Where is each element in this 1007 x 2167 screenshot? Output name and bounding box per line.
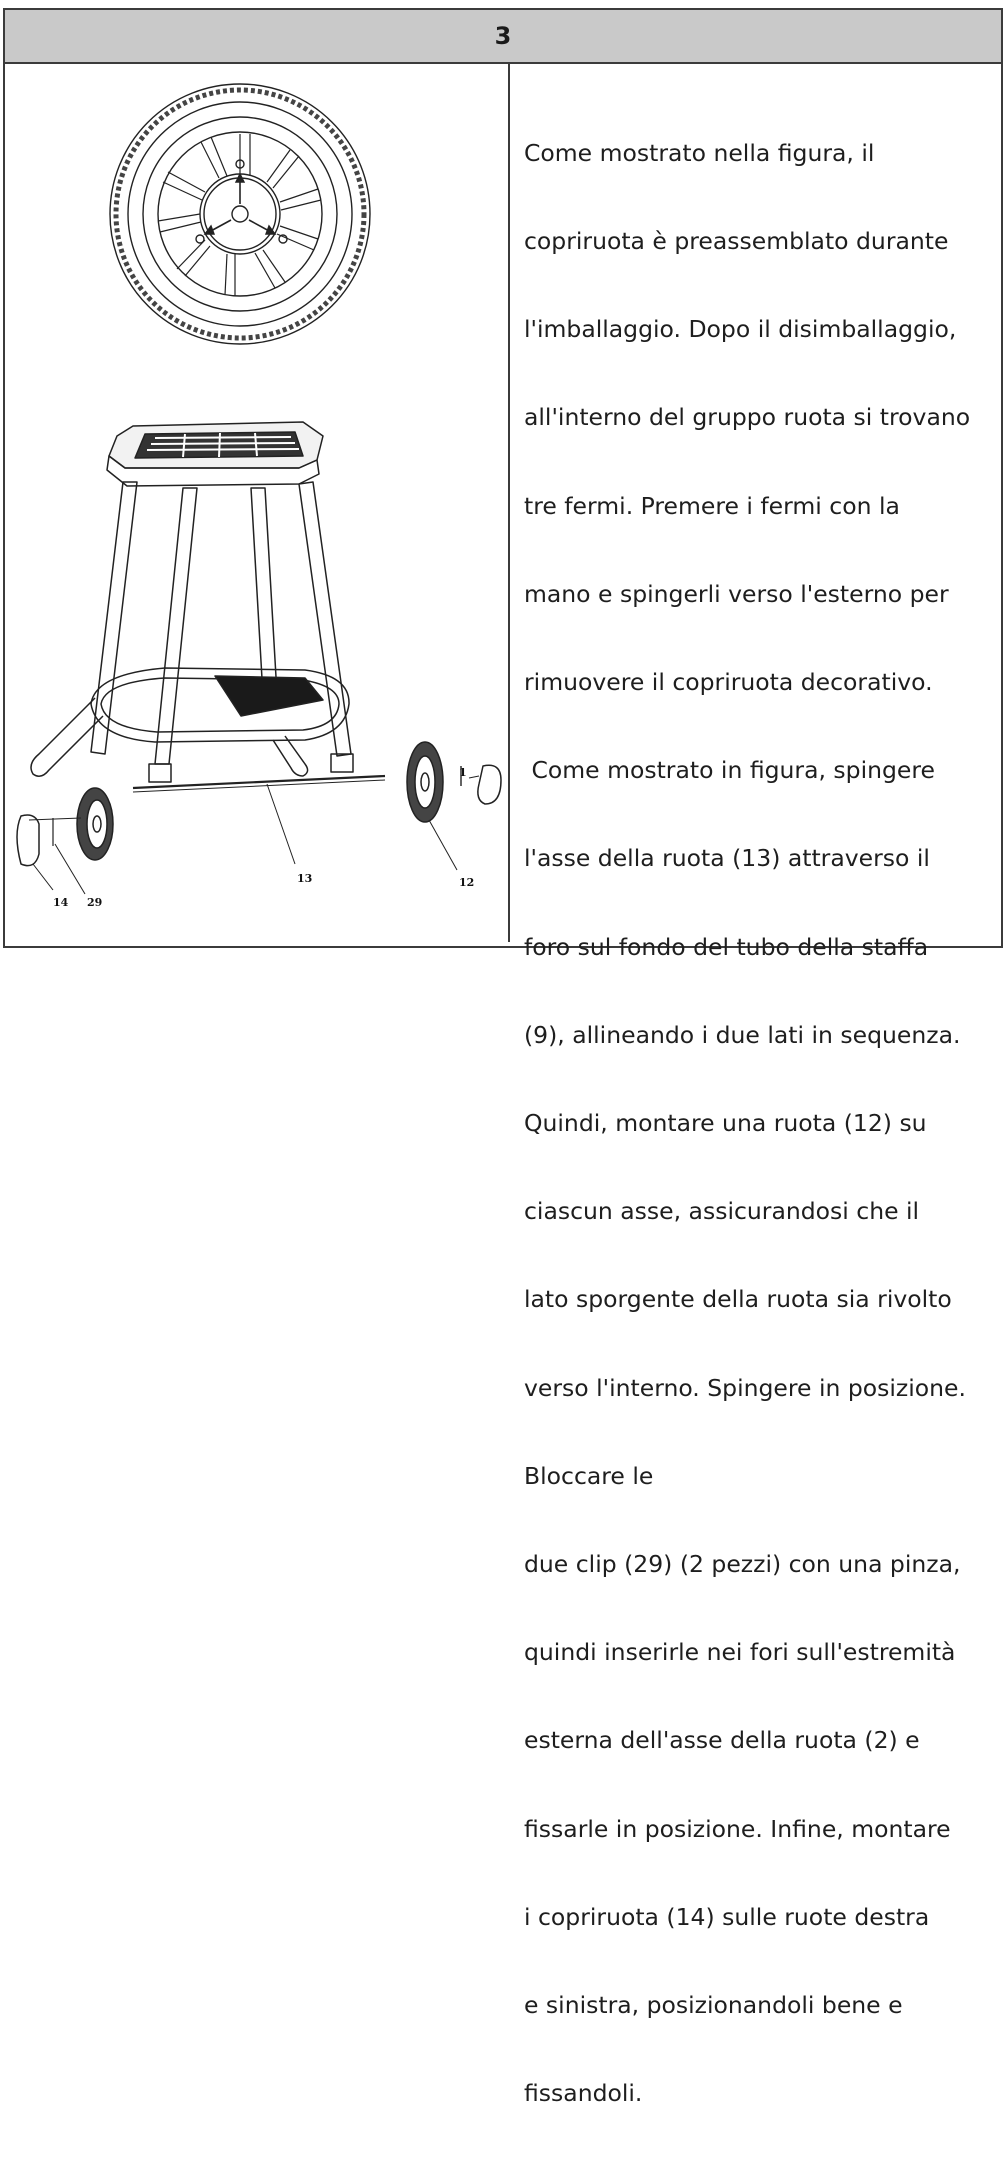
part-label-29: 29 bbox=[87, 896, 103, 909]
instruction-line: all'interno del gruppo ruota si trovano bbox=[524, 403, 971, 432]
column-divider bbox=[508, 62, 510, 942]
wheel-cover-illustration bbox=[110, 84, 370, 344]
step-header bbox=[5, 10, 1001, 64]
instruction-line: Quindi, montare una ruota (12) su bbox=[524, 1109, 927, 1138]
part-label-12: 12 bbox=[459, 876, 475, 889]
instruction-line: Come mostrato in figura, spingere bbox=[524, 756, 935, 785]
instruction-line: Come mostrato nella figura, il bbox=[524, 138, 875, 167]
instructions-text bbox=[524, 80, 999, 2167]
step-number: 3 bbox=[494, 22, 512, 50]
instruction-line: due clip (29) (2 pezzi) con una pinza, bbox=[524, 1550, 961, 1579]
instruction-line: l'asse della ruota (13) attraverso il bbox=[524, 844, 930, 873]
instruction-line: rimuovere il copriruota decorativo. bbox=[524, 668, 933, 697]
instruction-line: fissarle in posizione. Infine, montare bbox=[524, 1814, 951, 1843]
instruction-line: i copriruota (14) sulle ruote destra bbox=[524, 1902, 930, 1931]
instruction-line: fissandoli. bbox=[524, 2079, 643, 2108]
instruction-line: tre fermi. Premere i fermi con la bbox=[524, 491, 900, 520]
instruction-line: Bloccare le bbox=[524, 1461, 654, 1490]
assembly-figure bbox=[5, 64, 507, 930]
instruction-line: verso l'interno. Spingere in posizione. bbox=[524, 1373, 966, 1402]
part-label-13: 13 bbox=[297, 872, 313, 885]
instruction-line: ciascun asse, assicurandosi che il bbox=[524, 1197, 920, 1226]
instruction-line: lato sporgente della ruota sia rivolto bbox=[524, 1285, 952, 1314]
instruction-line: quindi inserirle nei fori sull'estremità bbox=[524, 1638, 956, 1667]
instruction-line: foro sul fondo del tubo della staffa bbox=[524, 932, 929, 961]
part-label-14: 14 bbox=[53, 896, 69, 909]
grill-stand-illustration bbox=[17, 422, 501, 894]
part-label-1: 1 bbox=[459, 766, 467, 779]
instruction-line: esterna dell'asse della ruota (2) e bbox=[524, 1726, 920, 1755]
instruction-line: mano e spingerli verso l'esterno per bbox=[524, 579, 949, 608]
instruction-line: e sinistra, posizionandoli bene e bbox=[524, 1991, 903, 2020]
instruction-line: (9), allineando i due lati in sequenza. bbox=[524, 1020, 961, 1049]
instruction-line: l'imballaggio. Dopo il disimballaggio, bbox=[524, 315, 957, 344]
instruction-line: copriruota è preassemblato durante bbox=[524, 227, 949, 256]
